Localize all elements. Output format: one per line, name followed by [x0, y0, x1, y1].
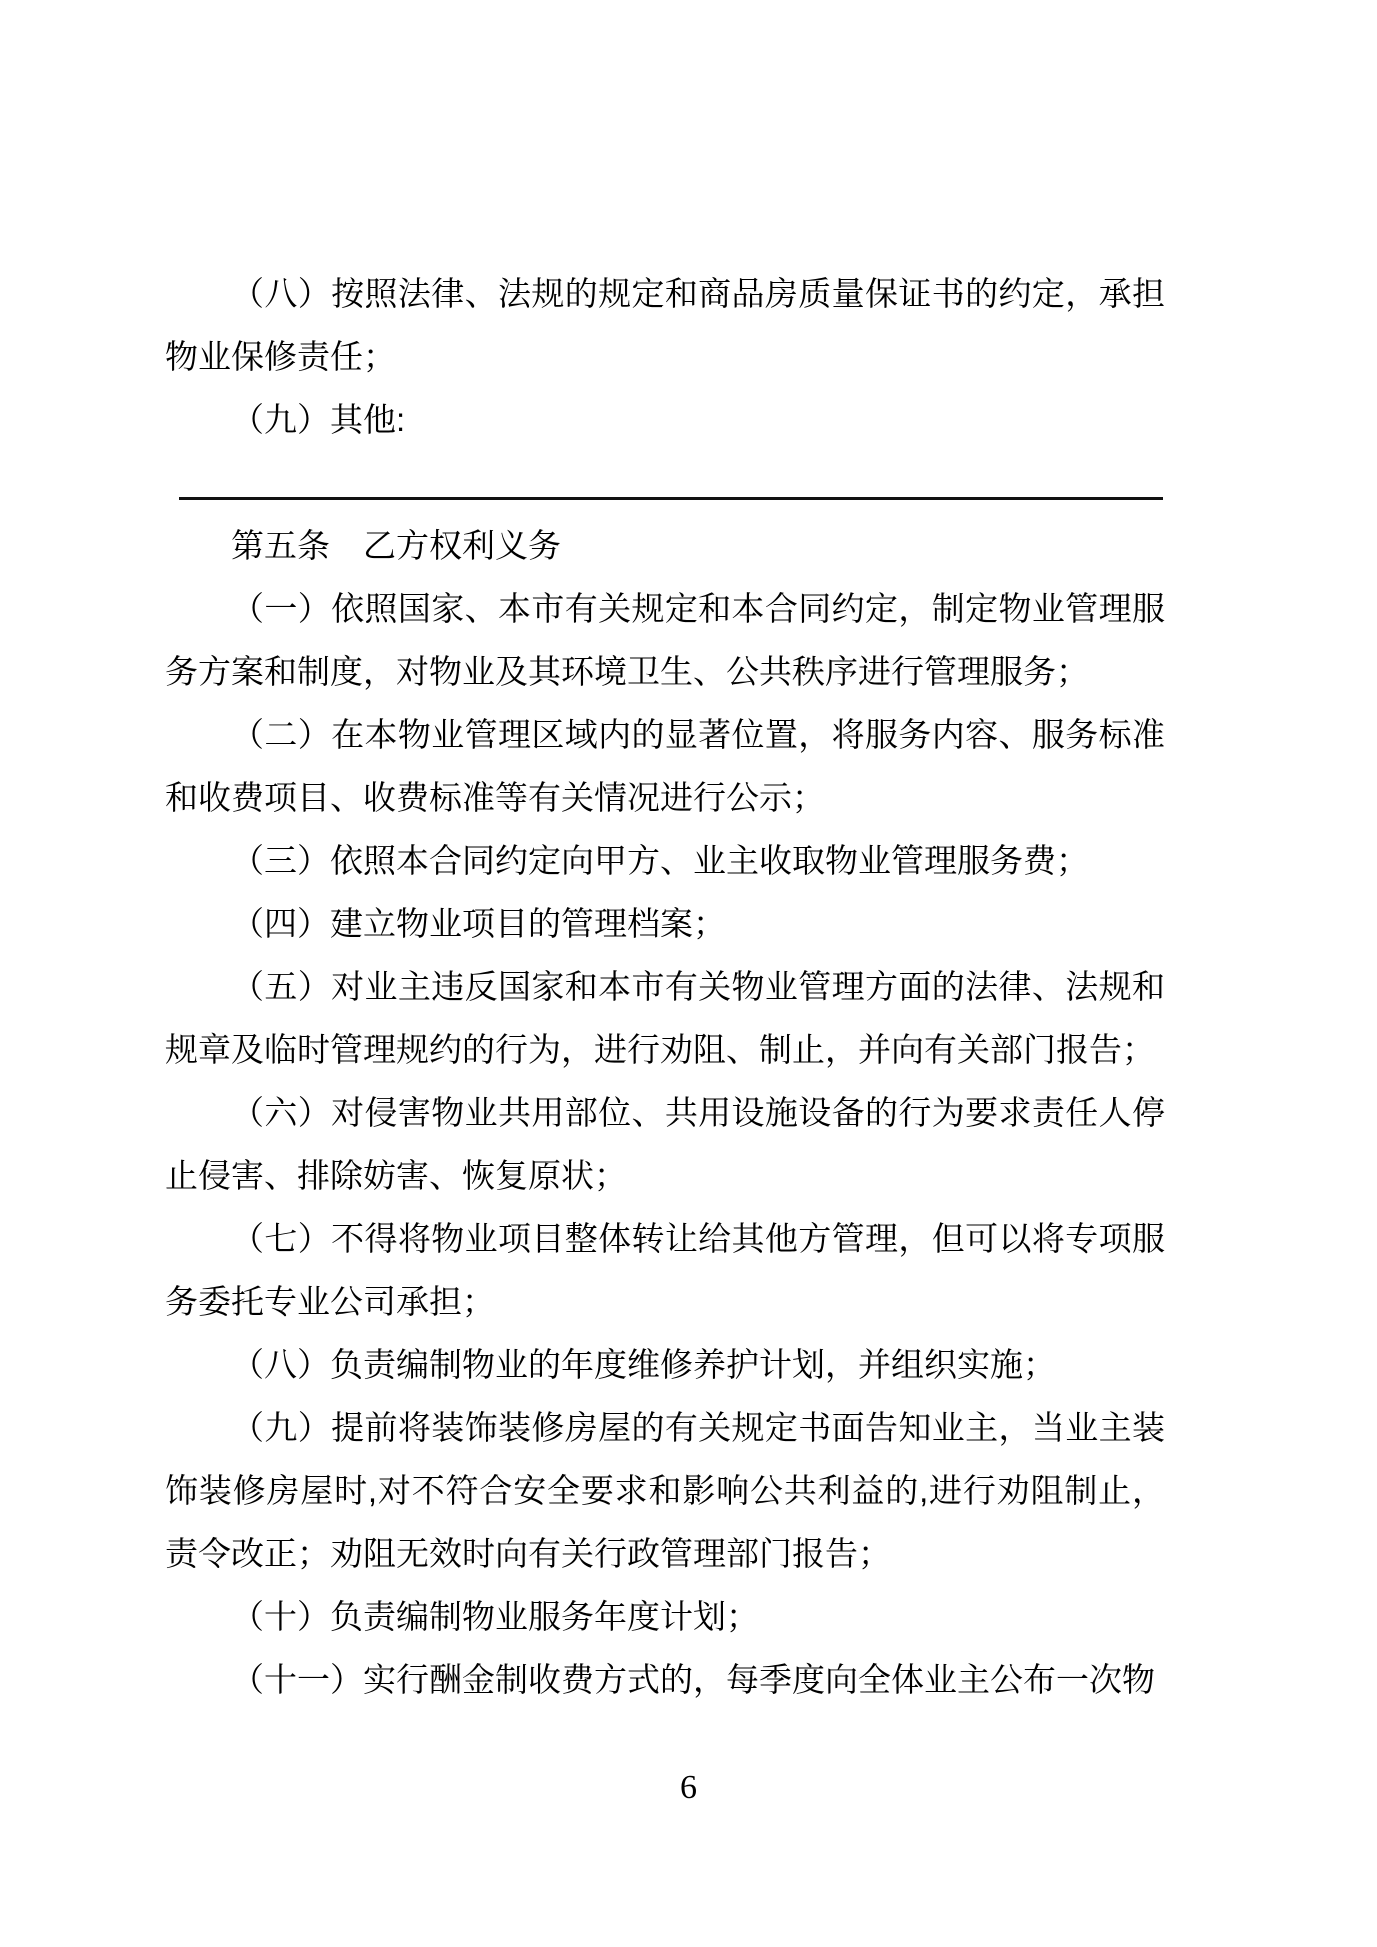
fill-in-blank	[165, 451, 1165, 514]
contract-paragraph: （八）负责编制物业的年度维修养护计划，并组织实施；	[231, 1346, 1056, 1383]
contract-paragraph: （七）不得将物业项目整体转让给其他方管理，但可以将专项服务委托专业公司承担；	[165, 1220, 1165, 1320]
contract-paragraph: （九）其他:	[231, 401, 406, 438]
contract-paragraph: （十）负责编制物业服务年度计划；	[231, 1598, 759, 1635]
contract-paragraph: （二）在本物业管理区域内的显著位置，将服务内容、服务标准和收费项目、收费标准等有关情况进行公示；	[165, 716, 1165, 816]
contract-paragraph: （四）建立物业项目的管理档案；	[231, 905, 726, 942]
contract-paragraph: （一）依照国家、本市有关规定和本合同约定，制定物业管理服务方案和制度，对物业及其环境卫生、公共秩序进行管理服务；	[165, 590, 1165, 690]
fill-in-line	[179, 497, 1163, 500]
contract-body	[165, 262, 1165, 1711]
article-heading: 第五条 乙方权利义务	[231, 527, 561, 564]
contract-paragraph: （三）依照本合同约定向甲方、业主收取物业管理服务费；	[231, 842, 1089, 879]
contract-paragraph: （六）对侵害物业共用部位、共用设施设备的行为要求责任人停止侵害、排除妨害、恢复原状；	[165, 1094, 1165, 1194]
contract-paragraph: （十一）实行酬金制收费方式的，每季度向全体业主公布一次物	[231, 1661, 1155, 1698]
contract-paragraph: （五）对业主违反国家和本市有关物业管理方面的法律、法规和规章及临时管理规约的行为，进行劝阻、制止，并向有关部门报告；	[165, 968, 1165, 1068]
page-number: 6	[680, 1769, 697, 1806]
contract-paragraph: （九）提前将装饰装修房屋的有关规定书面告知业主，当业主装饰装修房屋时,对不符合安全要求和影响公共利益的,进行劝阻制止，责令改正；劝阻无效时向有关行政管理部门报告；	[165, 1409, 1165, 1572]
contract-paragraph: （八）按照法律、法规的规定和商品房质量保证书的约定，承担物业保修责任；	[165, 275, 1165, 375]
